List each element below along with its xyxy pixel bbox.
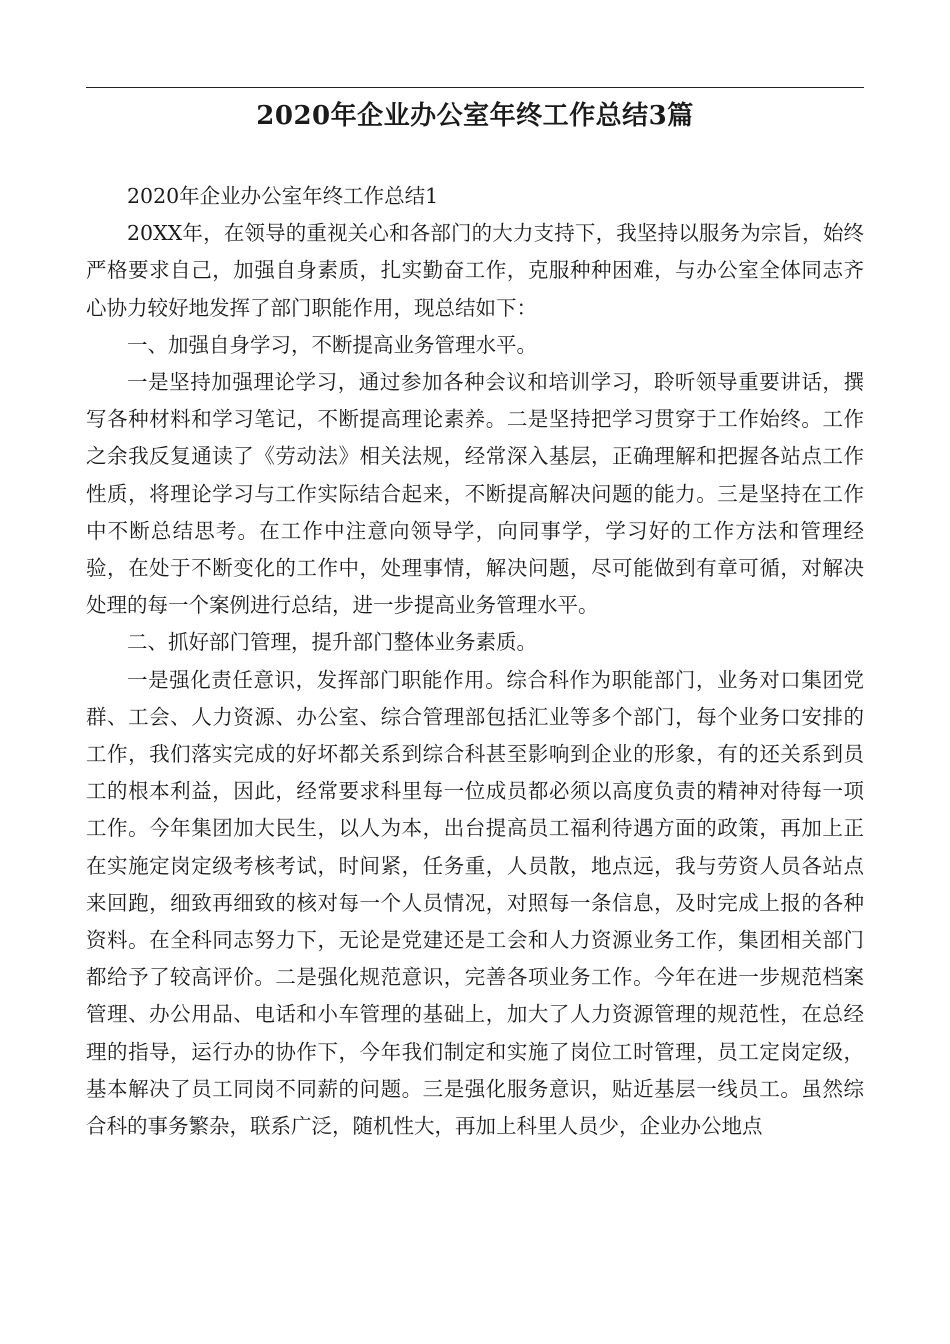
document-body: [86, 178, 864, 1145]
body-paragraph: 一是坚持加强理论学习，通过参加各种会议和培训学习，聆听领导重要讲话，撰写各种材料和学习笔记，不断提高理论素养。二是坚持把学习贯穿于工作始终。工作之余我反复通读了《劳动法》相关法规，经常深入基层，正确理解和把握各站点工作性质，将理论学习与工作实际结合起来，不断提高解决问题的能力。三是坚持在工作中不断总结思考。在工作中注意向领导学，向同事学，学习好的工作方法和管理经验，在处于不断变化的工作中，处理事情，解决问题，尽可能做到有章可循，对解决处理的每一个案例进行总结，进一步提高业务管理水平。: [86, 370, 864, 618]
body-paragraph: 20XX年，在领导的重视关心和各部门的大力支持下，我坚持以服务为宗旨，始终严格要求自己，加强自身素质，扎实勤奋工作，克服种种困难，与办公室全体同志齐心协力较好地发挥了部门职能作用，现总结如下：: [86, 221, 864, 320]
body-paragraph: 一是强化责任意识，发挥部门职能作用。综合科作为职能部门，业务对口集团党群、工会、人力资源、办公室、综合管理部包括汇业等多个部门，每个业务口安排的工作，我们落实完成的好坏都关系到综合科甚至影响到企业的形象，有的还关系到员工的根本利益，因此，经常要求科里每一位成员都必须以高度负责的精神对待每一项工作。今年集团加大民生，以人为本，出台提高员工福利待遇方面的政策，再加上正在实施定岗定级考核考试，时间紧，任务重，人员散，地点远，我与劳资人员各站点来回跑，细致再细致的核对每一个人员情况，对照每一条信息，及时完成上报的各种资料。在全科同志努力下，无论是党建还是工会和人力资源业务工作，集团相关部门都给予了较高评价。二是强化规范意识，完善各项业务工作。今年在进一步规范档案管理、办公用品、电话和小车管理的基础上，加大了人力资源管理的规范性，在总经理的指导，运行办的协作下，今年我们制定和实施了岗位工时管理，员工定岗定级，基本解决了员工同岗不同薪的问题。三是强化服务意识，贴近基层一线员工。虽然综合科的事务繁杂，联系广泛，随机性大，再加上科里人员少，企业办公地点: [86, 667, 864, 1139]
document-title: 2020年企业办公室年终工作总结3篇: [256, 101, 694, 131]
header-rule: [86, 87, 864, 88]
subsection-heading-2: 二、抓好部门管理，提升部门整体业务素质。: [127, 630, 537, 655]
subsection-heading-1: 一、加强自身学习，不断提高业务管理水平。: [127, 332, 537, 357]
section-heading-1: 2020年企业办公室年终工作总结1: [127, 184, 439, 208]
